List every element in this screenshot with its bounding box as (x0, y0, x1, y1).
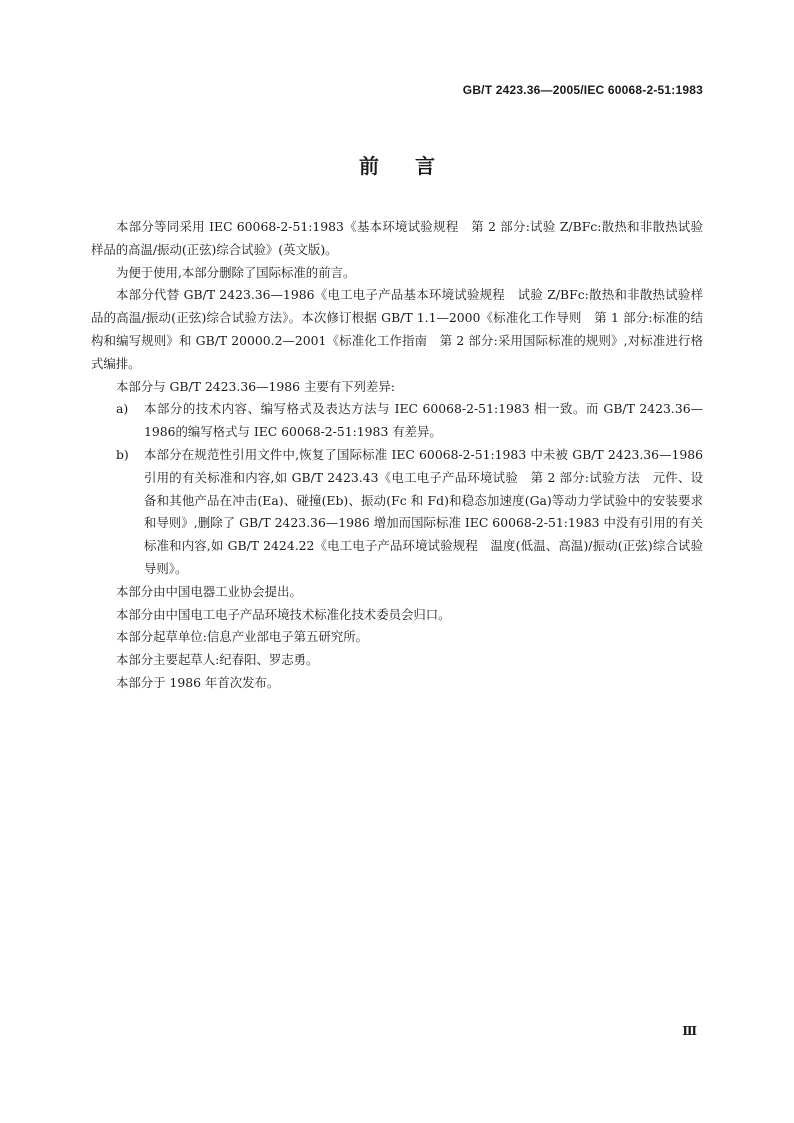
paragraph-replacement: 本部分代替 GB/T 2423.36—1986《电工电子产品基本环境试验规程 试验 Z/BFc:散热和非散热试验样品的高温/振动(正弦)综合试验方法》。本次修订根据 GB/T 1.1—2000《标准化工作导则 第 1 部分:标准的结构和编写规则》和 GB/T 20000.2—2001《标准化工作指南 第 2 部分:采用国际标准的规则》,对标准进行格式编排。 (91, 287, 703, 371)
paragraph-drafting-unit: 本部分起草单位:信息产业部电子第五研究所。 (116, 629, 368, 645)
document-body (91, 216, 703, 695)
paragraph-differences-intro: 本部分与 GB/T 2423.36—1986 主要有下列差异: (116, 378, 395, 394)
paragraph-first-issue: 本部分于 1986 年首次发布。 (116, 674, 280, 690)
paragraph-adoption: 本部分等同采用 IEC 60068-2-51:1983《基本环境试验规程 第 2 部分:试验 Z/BFc:散热和非散热试验样品的高温/振动(正弦)综合试验》(英文版)。 (91, 219, 703, 257)
list-item (91, 398, 703, 444)
paragraph-drafters: 本部分主要起草人:纪春阳、罗志勇。 (116, 652, 319, 668)
list-item-label: a) (116, 401, 129, 417)
paragraph-foreword-removed: 为便于使用,本部分删除了国际标准的前言。 (116, 264, 356, 280)
list-item-text: 本部分的技术内容、编写格式及表达方法与 IEC 60068-2-51:1983 相一致。而 GB/T 2423.36—1986的编写格式与 IEC 60068-2-51:1983 有差异。 (144, 401, 703, 440)
standard-code: GB/T 2423.36—2005/IEC 60068-2-51:1983 (462, 83, 703, 97)
list-item-label: b) (116, 446, 129, 462)
paragraph-proposed-by: 本部分由中国电器工业协会提出。 (116, 583, 302, 599)
list-item (91, 444, 703, 581)
page-number: Ⅲ (682, 1024, 697, 1038)
paragraph-managed-by: 本部分由中国电工电子产品环境技术标准化技术委员会归口。 (116, 606, 451, 622)
page-title: 前言 (359, 154, 471, 178)
list-item-text: 本部分在规范性引用文件中,恢复了国际标准 IEC 60068-2-51:1983 中未被 GB/T 2423.36—1986 引用的有关标准和内容,如 GB/T 2423.43《电工电子产品环境试验 第 2 部分:试验方法 元件、设备和其他产品在冲击(Ea)、碰撞(Eb)、振动(Fc 和 Fd)和稳态加速度(Ga)等动力学试验中的安装要求和导则》,删除了 GB/T 2423.36—1986 增加而国际标准 IEC 60068-2-51:1983 中没有引用的有关标准和内容,如 GB/T 2424.22《电工电子产品环境试验规程 温度(低温、高温)/振动(正弦)综合试验导则》。 (144, 446, 703, 576)
